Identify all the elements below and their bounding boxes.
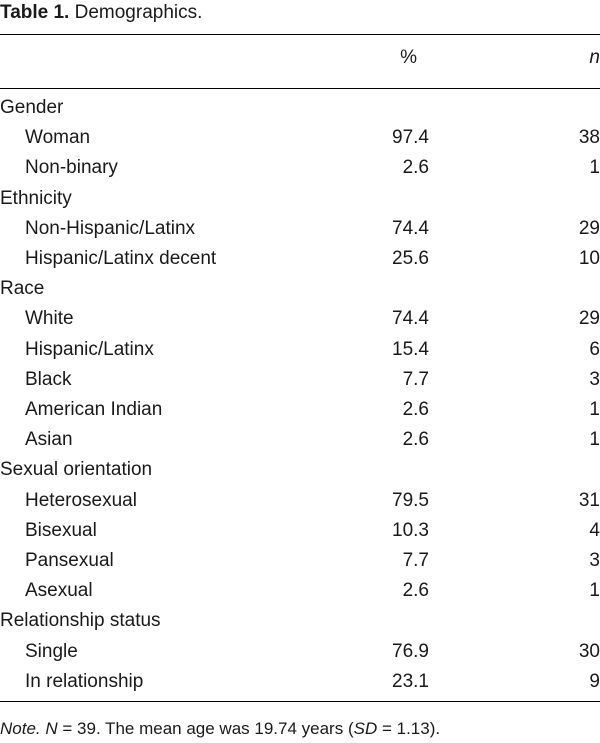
row-label: Pansexual bbox=[25, 550, 114, 571]
note-n-symbol: N bbox=[45, 719, 58, 738]
row-label: Single bbox=[25, 640, 78, 662]
group-label: Race bbox=[0, 278, 45, 300]
note-sd-text: = 1.13). bbox=[377, 719, 441, 738]
group-label: Gender bbox=[0, 97, 64, 118]
header-rule bbox=[0, 88, 600, 89]
table-row bbox=[0, 486, 600, 516]
row-percent: 2.6 bbox=[402, 429, 429, 451]
note-sd-symbol: SD bbox=[353, 719, 378, 738]
group-label: Relationship status bbox=[0, 610, 161, 632]
bottom-rule bbox=[0, 701, 600, 702]
table-row bbox=[0, 123, 600, 153]
row-percent: 23.1 bbox=[392, 670, 429, 692]
row-n: 9 bbox=[589, 670, 600, 692]
row-percent: 25.6 bbox=[392, 248, 429, 269]
row-percent: 7.7 bbox=[402, 550, 429, 571]
table-row bbox=[0, 546, 600, 576]
row-label: Woman bbox=[25, 127, 91, 149]
table-note bbox=[0, 719, 440, 739]
row-percent: 7.7 bbox=[402, 368, 429, 390]
row-label: Asexual bbox=[25, 580, 93, 602]
row-label: Hispanic/Latinx bbox=[25, 338, 154, 360]
table-row bbox=[0, 395, 600, 425]
row-label: American Indian bbox=[25, 399, 163, 420]
header-n: n bbox=[589, 47, 600, 68]
row-n: 3 bbox=[589, 550, 600, 571]
header-percent: % bbox=[400, 47, 417, 68]
row-percent: 76.9 bbox=[392, 640, 429, 662]
note-label: Note. bbox=[0, 719, 41, 738]
row-n: 1 bbox=[589, 157, 600, 179]
row-percent: 15.4 bbox=[392, 338, 429, 360]
row-percent: 97.4 bbox=[392, 127, 429, 149]
row-n: 29 bbox=[578, 308, 600, 330]
row-n: 38 bbox=[578, 127, 600, 149]
group-label: Ethnicity bbox=[0, 187, 72, 209]
row-label: Asian bbox=[25, 429, 73, 451]
table-row bbox=[0, 667, 600, 697]
row-n: 29 bbox=[578, 217, 600, 239]
row-label: In relationship bbox=[25, 670, 144, 692]
row-percent: 79.5 bbox=[392, 489, 429, 511]
row-percent: 10.3 bbox=[392, 519, 429, 541]
row-percent: 2.6 bbox=[402, 580, 429, 602]
table-group-row bbox=[0, 606, 600, 636]
row-n: 1 bbox=[589, 399, 600, 420]
row-n: 10 bbox=[578, 248, 600, 269]
table-row bbox=[0, 637, 600, 667]
table-row bbox=[0, 244, 600, 274]
table-row bbox=[0, 214, 600, 244]
group-label: Sexual orientation bbox=[0, 459, 153, 481]
row-label: Heterosexual bbox=[25, 489, 137, 511]
row-n: 30 bbox=[578, 640, 600, 662]
row-label: White bbox=[25, 308, 74, 330]
table-row bbox=[0, 153, 600, 183]
row-n: 1 bbox=[589, 580, 600, 602]
table-row bbox=[0, 516, 600, 546]
table-group-row bbox=[0, 184, 600, 214]
table-header-row bbox=[0, 43, 600, 73]
table-row bbox=[0, 335, 600, 365]
row-label: Hispanic/Latinx decent bbox=[25, 248, 217, 269]
table-number: Table 1. bbox=[0, 2, 70, 23]
row-label: Non-binary bbox=[25, 157, 118, 179]
table-row bbox=[0, 576, 600, 606]
table-row bbox=[0, 304, 600, 334]
table-row bbox=[0, 425, 600, 455]
row-n: 31 bbox=[578, 489, 600, 511]
row-n: 1 bbox=[589, 429, 600, 451]
row-percent: 74.4 bbox=[392, 308, 429, 330]
row-label: Bisexual bbox=[25, 519, 97, 541]
row-label: Non-Hispanic/Latinx bbox=[25, 217, 196, 239]
top-rule bbox=[0, 34, 600, 35]
row-n: 6 bbox=[589, 338, 600, 360]
table-row bbox=[0, 365, 600, 395]
row-percent: 74.4 bbox=[392, 217, 429, 239]
row-n: 3 bbox=[589, 368, 600, 390]
row-n: 4 bbox=[589, 519, 600, 541]
row-label: Black bbox=[25, 368, 72, 390]
row-percent: 2.6 bbox=[402, 399, 429, 420]
table-group-row bbox=[0, 274, 600, 304]
table-caption bbox=[0, 2, 202, 24]
table-title: Demographics. bbox=[74, 2, 203, 23]
table-group-row bbox=[0, 93, 600, 123]
table-group-row bbox=[0, 455, 600, 485]
note-n-text: = 39. The mean age was 19.74 years ( bbox=[57, 719, 354, 738]
row-percent: 2.6 bbox=[402, 157, 429, 179]
